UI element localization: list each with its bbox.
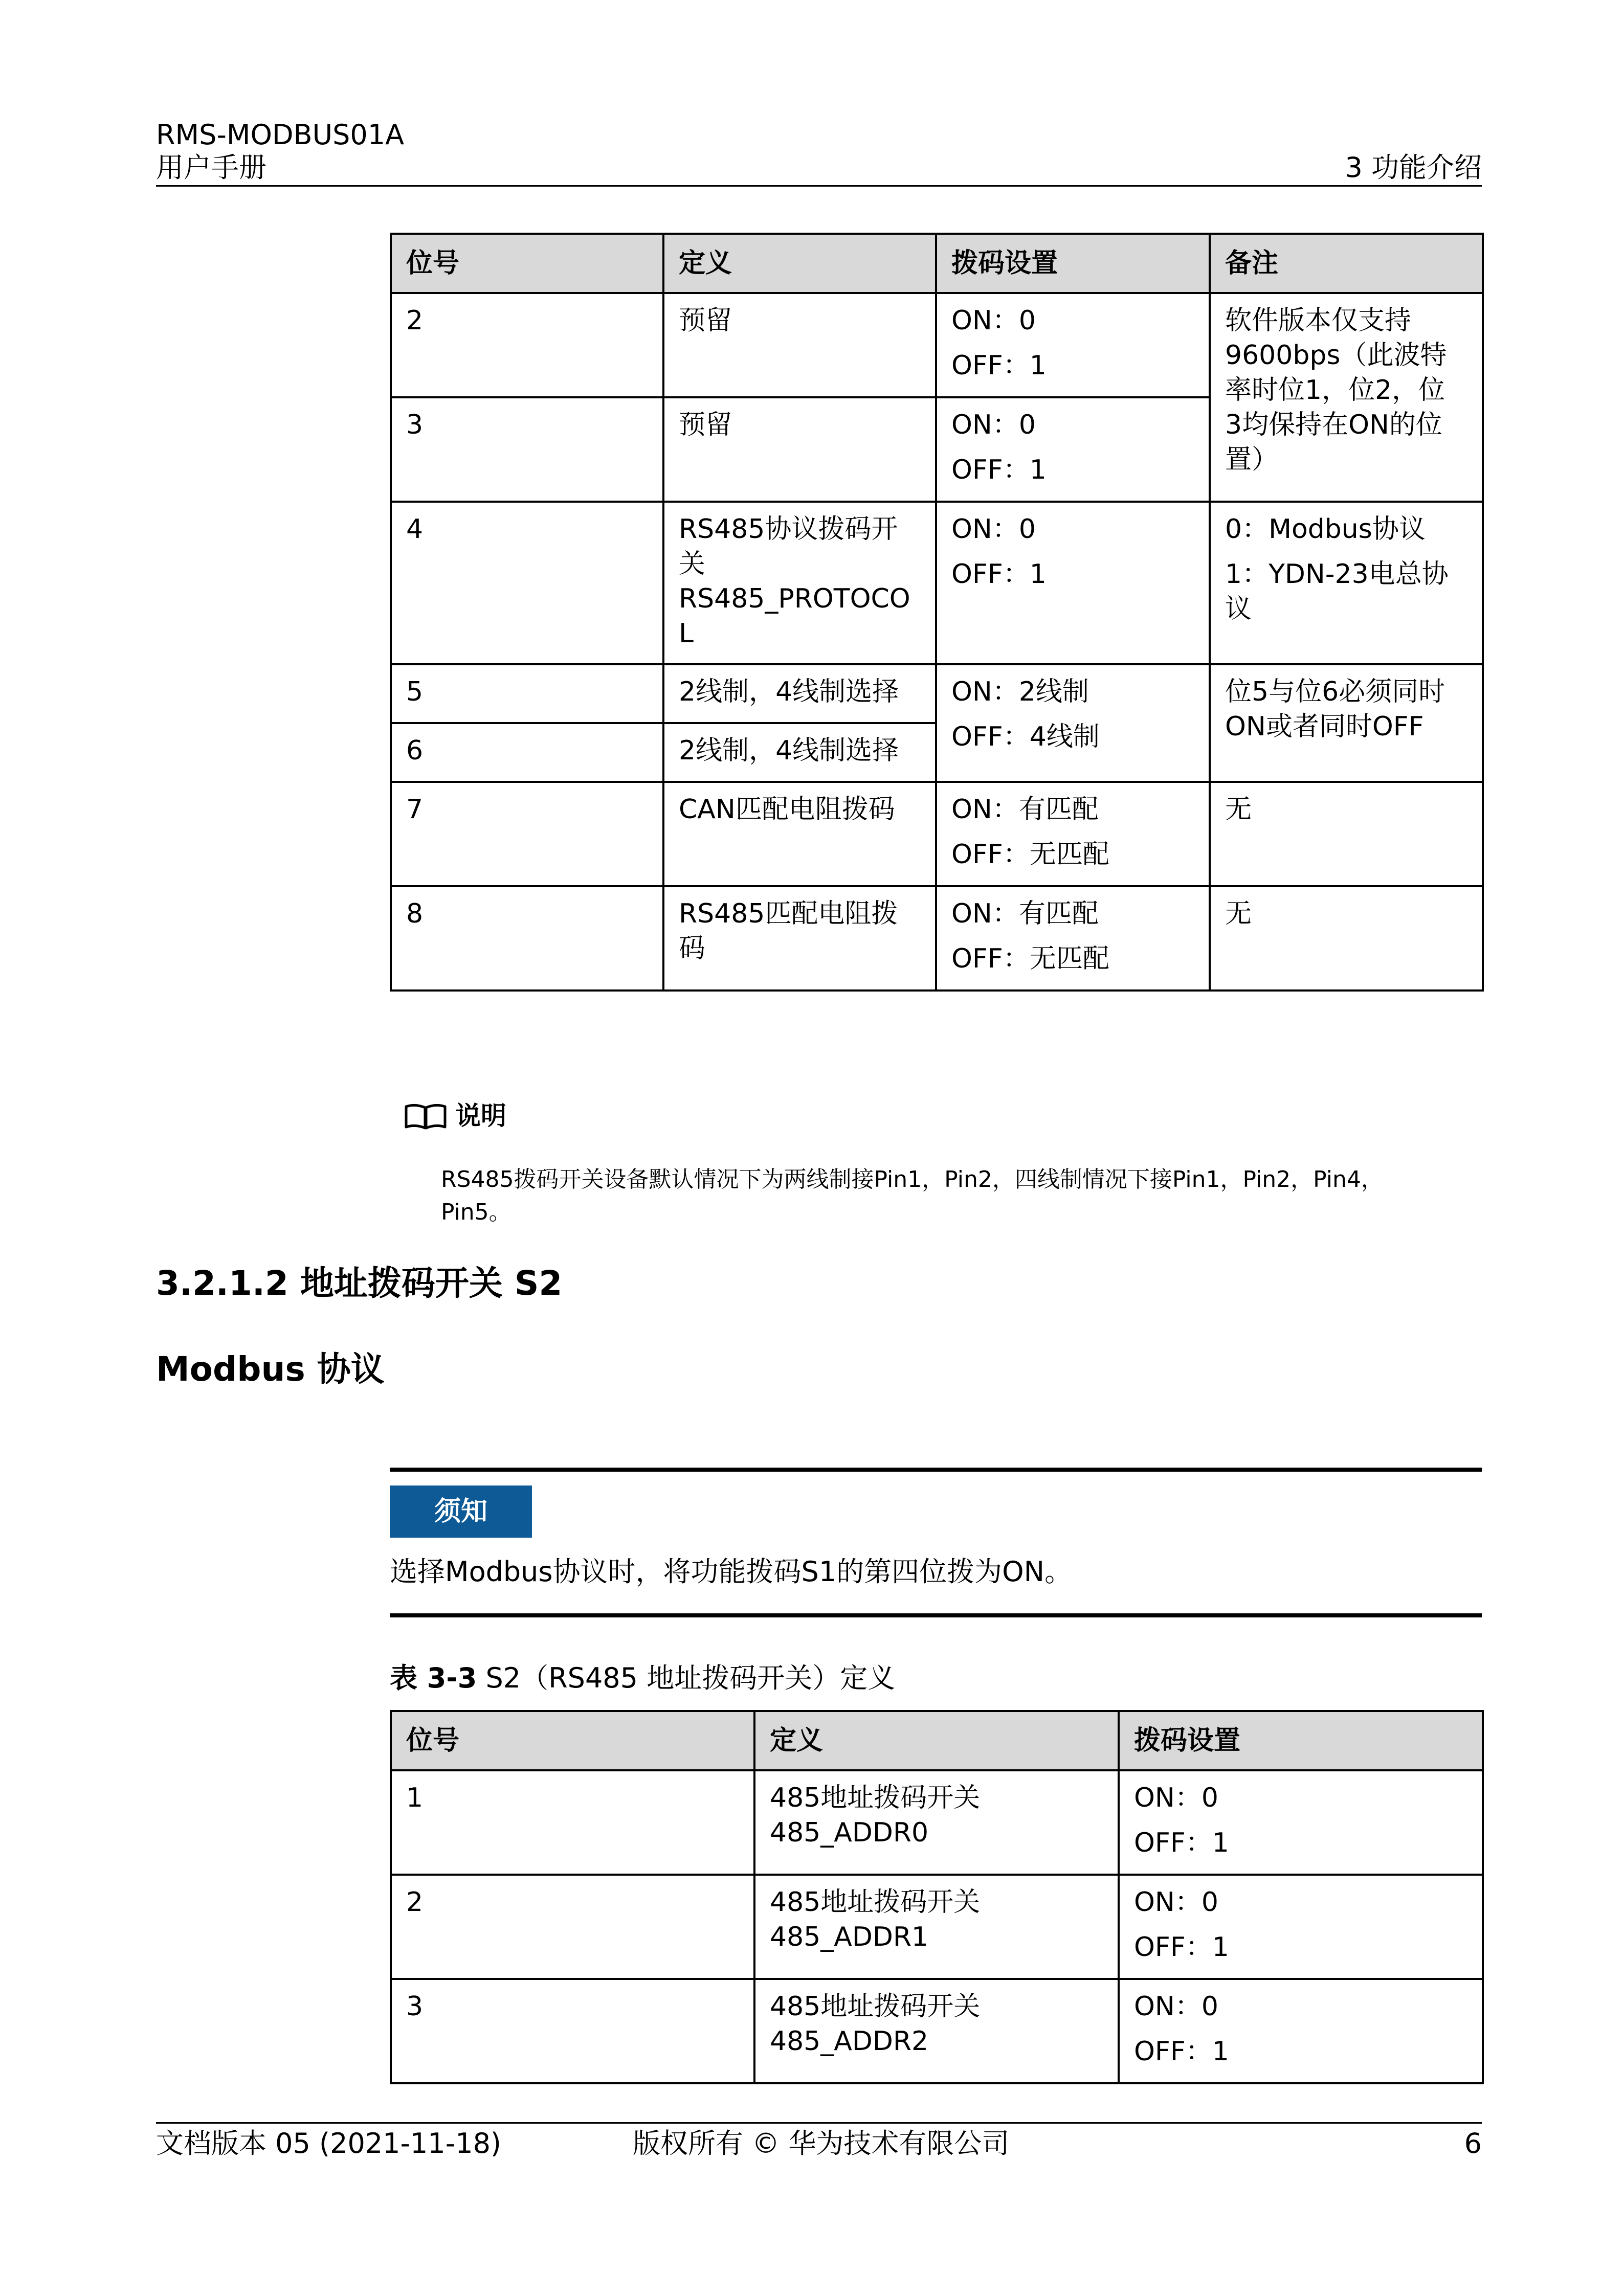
cell-def <box>663 293 936 397</box>
cell-remark <box>1210 502 1483 664</box>
header-divider <box>156 185 1482 187</box>
setting-on: ON：2线制 <box>951 677 1089 707</box>
setting-on: ON：有匹配 <box>951 898 1099 929</box>
cell-setting <box>936 293 1210 397</box>
setting-off: OFF：1 <box>1134 2036 1229 2067</box>
setting-off: OFF：无匹配 <box>951 943 1109 974</box>
cell-remark <box>1210 664 1483 782</box>
cell-setting <box>936 664 1210 782</box>
cell-pos: 2 <box>391 293 663 397</box>
setting-on: ON：0 <box>951 305 1036 336</box>
setting-on: ON：0 <box>951 514 1036 545</box>
cell-def <box>663 397 936 502</box>
cell-pos: 2 <box>391 1875 754 1979</box>
col-header: 拨码设置 <box>936 234 1210 293</box>
setting-off: OFF：无匹配 <box>951 839 1109 870</box>
cell-def <box>663 502 936 664</box>
table-row <box>391 1875 1483 1979</box>
cell-def-line: 485_ADDR2 <box>770 2026 929 2057</box>
table-caption <box>390 1661 895 1696</box>
cell-def-line: 码 <box>679 933 706 964</box>
footer-divider <box>156 2122 1482 2124</box>
notice-top-rule <box>390 1468 1482 1472</box>
cell-def-line: 485_ADDR0 <box>770 1817 929 1848</box>
doc-version: 文档版本 05 (2021-11-18) <box>156 2127 501 2159</box>
cell-def-line: RS485协议拨码开 <box>679 514 898 545</box>
notice-bottom-rule <box>390 1613 1482 1617</box>
remark-line: 率时位1，位2，位 <box>1225 375 1445 406</box>
chapter-title: 3 功能介绍 <box>1345 151 1482 184</box>
remark-line: 议 <box>1225 594 1252 624</box>
cell-pos: 3 <box>391 1979 754 2083</box>
cell-def <box>754 1875 1119 1979</box>
remark-line: 0：Modbus协议 <box>1225 514 1426 545</box>
col-header: 定义 <box>663 234 936 293</box>
remark-line: 软件版本仅支持 <box>1225 305 1412 336</box>
cell-remark: 无 <box>1210 886 1483 991</box>
table-row <box>391 782 1483 886</box>
cell-def-line: L <box>679 618 694 649</box>
remark-line: 3均保持在ON的位 <box>1225 410 1442 440</box>
cell-pos: 3 <box>391 397 663 502</box>
setting-off: OFF：1 <box>1134 1828 1229 1858</box>
cell-setting <box>936 886 1210 991</box>
page-number: 6 <box>1464 2127 1482 2159</box>
table-header-row <box>391 1711 1483 1770</box>
table-caption-text: S2（RS485 地址拨码开关）定义 <box>477 1662 896 1694</box>
cell-pos: 1 <box>391 1770 754 1875</box>
cell-setting <box>936 782 1210 886</box>
table-row <box>391 886 1483 991</box>
setting-on: ON：0 <box>1134 1887 1218 1918</box>
col-header: 拨码设置 <box>1119 1711 1483 1770</box>
doc-id: RMS-MODBUS01A <box>156 119 405 151</box>
table-row <box>391 1979 1483 2083</box>
setting-off: OFF：1 <box>951 350 1047 381</box>
s2-table <box>390 1710 1484 2084</box>
subsection-heading: Modbus 协议 <box>156 1349 385 1389</box>
cell-def-line: 预留 <box>679 410 732 440</box>
doc-type: 用户手册 <box>156 151 266 184</box>
table-row <box>391 664 1483 723</box>
cell-pos: 8 <box>391 886 663 991</box>
cell-def-line: 485地址拨码开关 <box>770 1783 981 1813</box>
notice-text: 选择Modbus协议时，将功能拨码S1的第四位拨为ON。 <box>390 1556 1073 1588</box>
setting-off: OFF：1 <box>1134 1932 1229 1963</box>
notice-badge: 须知 <box>390 1485 532 1538</box>
cell-def <box>663 723 936 782</box>
table-row <box>391 1770 1483 1875</box>
cell-def <box>754 1979 1119 2083</box>
setting-off: OFF：1 <box>951 455 1047 485</box>
cell-def-line: 485地址拨码开关 <box>770 1991 981 2022</box>
cell-def-line: 485_ADDR1 <box>770 1922 929 1952</box>
cell-def-line: CAN匹配电阻拨码 <box>679 794 895 825</box>
cell-pos: 7 <box>391 782 663 886</box>
cell-remark <box>1210 293 1483 502</box>
setting-on: ON：有匹配 <box>951 794 1099 825</box>
setting-on: ON：0 <box>1134 1991 1218 2022</box>
cell-def <box>754 1770 1119 1875</box>
cell-setting <box>936 397 1210 502</box>
book-icon <box>404 1104 447 1130</box>
col-header: 位号 <box>391 234 663 293</box>
cell-def-line: 485地址拨码开关 <box>770 1887 981 1918</box>
col-header: 备注 <box>1210 234 1483 293</box>
setting-on: ON：0 <box>1134 1783 1218 1813</box>
cell-pos: 4 <box>391 502 663 664</box>
copyright: 版权所有 © 华为技术有限公司 <box>633 2127 1010 2159</box>
remark-line: 置） <box>1225 444 1279 475</box>
table-caption-number: 表 3-3 <box>390 1662 477 1694</box>
remark-line: 位5与位6必须同时 <box>1225 677 1445 707</box>
cell-pos: 6 <box>391 723 663 782</box>
setting-off: OFF：4线制 <box>951 722 1100 752</box>
setting-off: OFF：1 <box>951 559 1047 590</box>
note-text: RS485拨码开关设备默认情况下为两线制接Pin1，Pin2，四线制情况下接Pin1，Pin2，Pin4，Pin5。 <box>441 1166 1384 1225</box>
s1-table <box>390 233 1484 992</box>
cell-pos: 5 <box>391 664 663 723</box>
remark-line: 1：YDN-23电总协 <box>1225 559 1449 590</box>
setting-on: ON：0 <box>951 410 1036 440</box>
cell-setting <box>1119 1770 1483 1875</box>
cell-def <box>663 782 936 886</box>
cell-def-line: 2线制，4线制选择 <box>679 735 899 766</box>
section-heading: 3.2.1.2 地址拨码开关 S2 <box>156 1264 563 1303</box>
table-row <box>391 502 1483 664</box>
cell-def <box>663 664 936 723</box>
cell-setting <box>1119 1875 1483 1979</box>
table-row <box>391 293 1483 397</box>
col-header: 位号 <box>391 1711 754 1770</box>
cell-def <box>663 886 936 991</box>
cell-def-line: RS485匹配电阻拨 <box>679 898 898 929</box>
table-header-row <box>391 234 1483 293</box>
cell-def-line: RS485_PROTOCO <box>679 583 910 614</box>
cell-setting <box>1119 1979 1483 2083</box>
remark-line: 9600bps（此波特 <box>1225 340 1447 371</box>
cell-def-line: 2线制，4线制选择 <box>679 677 899 707</box>
note-title: 说明 <box>455 1101 506 1131</box>
remark-line: ON或者同时OFF <box>1225 711 1424 742</box>
col-header: 定义 <box>754 1711 1119 1770</box>
cell-def-line: 预留 <box>679 305 732 336</box>
cell-setting <box>936 502 1210 664</box>
cell-def-line: 关 <box>679 549 706 579</box>
cell-remark: 无 <box>1210 782 1483 886</box>
